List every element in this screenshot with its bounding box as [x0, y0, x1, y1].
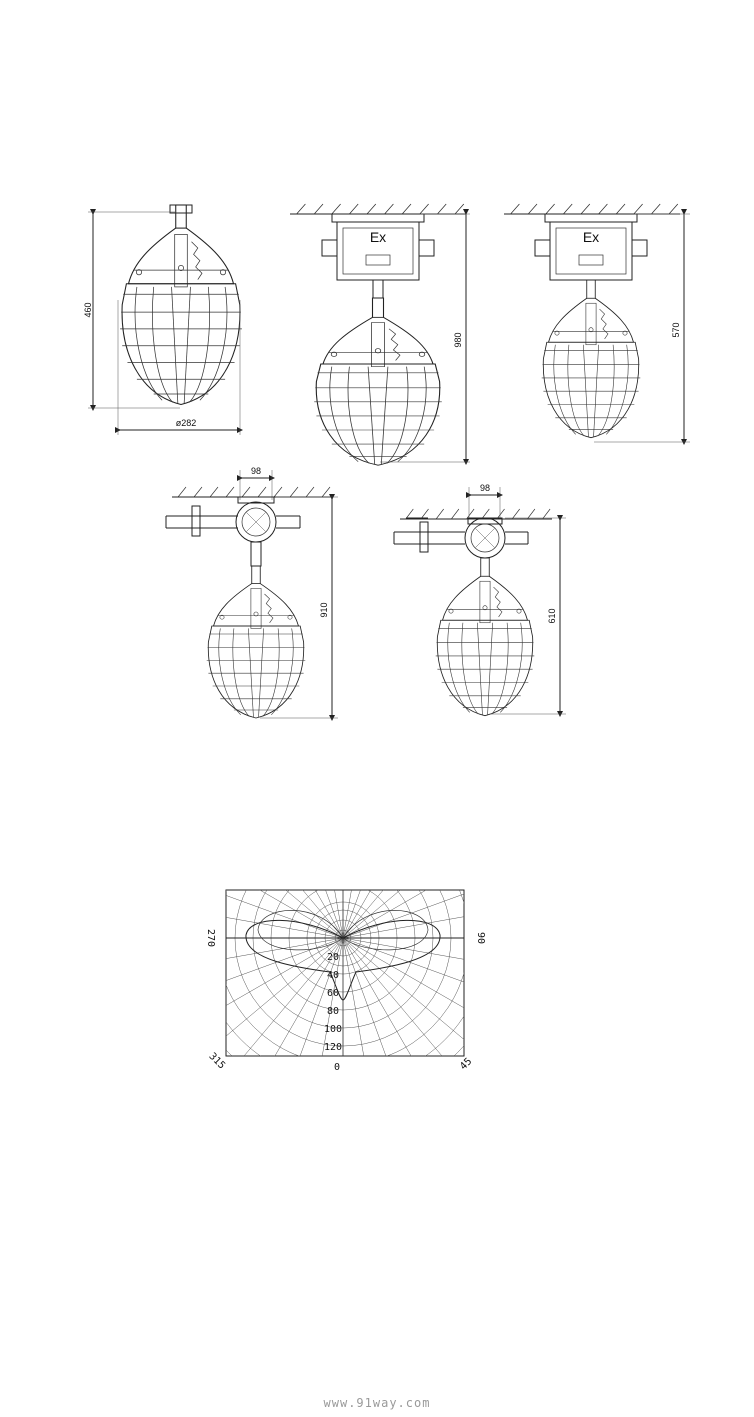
radial-label-80: 80 — [326, 1006, 340, 1017]
polar-spoke — [343, 808, 568, 938]
polar-spoke — [343, 938, 568, 1068]
view-4-round-box-lamp — [166, 466, 338, 718]
view-5-round-box-lamp — [394, 483, 566, 716]
view-1-lamp — [83, 205, 242, 435]
polar-spoke — [343, 938, 473, 1163]
dim-label-980: 980 — [453, 332, 463, 348]
polar-spoke — [343, 938, 510, 1137]
light-distribution-chart — [83, 678, 603, 1198]
dim-label-610: 610 — [547, 608, 557, 624]
round-junction-box-2 — [465, 518, 505, 558]
polar-spoke — [343, 739, 510, 938]
polar-spoke — [99, 938, 343, 1027]
angle-label-45: 45 — [458, 1056, 475, 1073]
polar-spoke — [343, 713, 473, 938]
polar-spoke — [343, 938, 587, 1027]
polar-spoke — [343, 938, 599, 983]
polar-spoke — [176, 938, 343, 1137]
polar-spoke — [298, 682, 343, 938]
polar-spoke — [176, 739, 343, 938]
dim-label-diameter: ø282 — [175, 418, 197, 428]
radial-label-60: 60 — [326, 988, 340, 999]
angle-label-90: 90 — [475, 931, 486, 945]
ex-label-2: Ex — [582, 229, 600, 245]
angle-label-270: 270 — [205, 928, 216, 948]
dim-label-460: 460 — [83, 302, 93, 318]
polar-spoke — [99, 849, 343, 938]
view-3-ceiling-box-lamp — [504, 204, 690, 442]
junction-box-2 — [535, 222, 647, 280]
polar-spoke — [144, 771, 343, 938]
watermark: www.91way.com — [323, 1396, 431, 1410]
polar-spoke — [343, 849, 587, 938]
dim-label-98-a: 98 — [250, 466, 262, 476]
polar-spoke — [343, 771, 542, 938]
polar-spoke — [254, 694, 343, 938]
round-junction-box — [236, 502, 276, 542]
radial-label-20: 20 — [326, 952, 340, 963]
polar-spoke — [343, 694, 432, 938]
polar-spoke — [213, 713, 343, 938]
radial-label-100: 100 — [323, 1024, 343, 1035]
polar-spoke — [343, 682, 388, 938]
radial-label-40: 40 — [326, 970, 340, 981]
polar-spoke — [343, 938, 388, 1194]
dim-label-570: 570 — [671, 322, 681, 338]
angle-label-0: 0 — [333, 1062, 341, 1073]
polar-spoke — [118, 808, 343, 938]
angle-label-315: 315 — [206, 1050, 228, 1072]
radial-labels — [324, 952, 342, 1053]
polar-spoke — [343, 938, 542, 1105]
polar-spoke — [343, 938, 432, 1182]
polar-spoke — [118, 938, 343, 1068]
radial-label-120: 120 — [323, 1042, 343, 1053]
polar-spoke — [144, 938, 343, 1105]
junction-box — [322, 222, 434, 280]
ex-label: Ex — [369, 229, 387, 245]
polar-chart-frame — [226, 890, 464, 1056]
dim-label-910: 910 — [319, 602, 329, 618]
view-2-ceiling-box-lamp — [290, 204, 470, 465]
dim-label-98-b: 98 — [479, 483, 491, 493]
polar-spoke — [343, 893, 599, 938]
